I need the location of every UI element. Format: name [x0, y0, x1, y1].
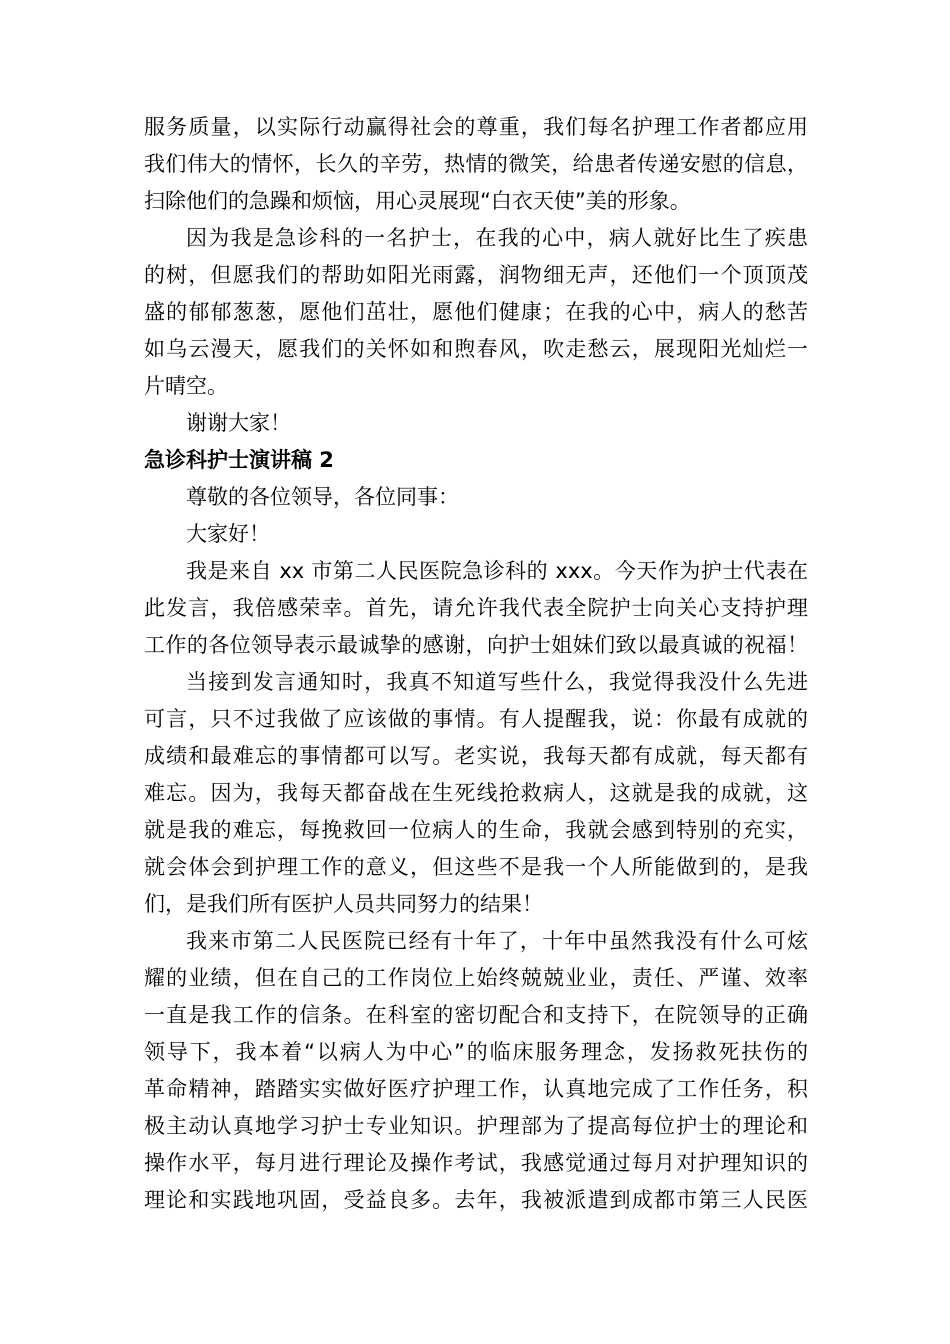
text-line: 大家好！ [186, 522, 270, 546]
text-line: 谢谢大家！ [186, 411, 291, 435]
paragraph [144, 553, 808, 664]
text-line: 一直是我工作的信条。在科室的密切配合和支持下，在院领导的正确 [144, 1003, 808, 1027]
text-line: 操作水平，每月进行理论及操作考试，我感觉通过每月对护理知识的 [144, 1151, 808, 1175]
text-line: 极主动认真地学习护士专业知识。护理部为了提高每位护士的理论和 [144, 1114, 808, 1138]
text-line: 就会体会到护理工作的意义，但这些不是我一个人所能做到的，是我 [144, 855, 808, 879]
text-line: 理论和实践地巩固，受益良多。去年，我被派遣到成都市第三人民医 [144, 1188, 808, 1212]
paragraph [144, 479, 808, 516]
text-line: 如乌云漫天，愿我们的关怀如和煦春风，吹走愁云，展现阳光灿烂一 [144, 337, 808, 361]
text-line: 难忘。因为，我每天都奋战在生死线抢救病人，这就是我的成就，这 [144, 781, 808, 805]
text-line: 成绩和最难忘的事情都可以写。老实说，我每天都有成就，每天都有 [144, 744, 808, 768]
text-line: 服务质量，以实际行动赢得社会的尊重，我们每名护理工作者都应用 [144, 115, 808, 139]
text-line: 我是来自 xx 市第二人民医院急诊科的 xxx。今天作为护士代表在 [186, 559, 808, 583]
text-line: 的树，但愿我们的帮助如阳光雨露，润物细无声，还他们一个顶顶茂 [144, 263, 808, 287]
paragraph [144, 220, 808, 405]
text-line: 就是我的难忘，每挽救回一位病人的生命，我就会感到特别的充实， [144, 818, 808, 842]
text-line: 可言，只不过我做了应该做的事情。有人提醒我，说：你最有成就的 [144, 707, 808, 731]
paragraph [144, 923, 808, 1219]
text-line: 我们伟大的情怀，长久的辛劳，热情的微笑，给患者传递安慰的信息， [144, 152, 808, 176]
text-line: 耀的业绩，但在自己的工作岗位上始终兢兢业业，责任、严谨、效率 [144, 966, 808, 990]
text-line: 因为我是急诊科的一名护士，在我的心中，病人就好比生了疾患 [186, 226, 808, 250]
text-line: 此发言，我倍感荣幸。首先，请允许我代表全院护士向关心支持护理 [144, 596, 808, 620]
paragraph [144, 109, 808, 220]
text-line: 当接到发言通知时，我真不知道写些什么，我觉得我没什么先进 [186, 670, 808, 694]
text-line: 们，是我们所有医护人员共同努力的结果！ [144, 892, 543, 916]
text-line: 片晴空。 [144, 374, 228, 398]
text-line: 领导下，我本着“以病人为中心”的临床服务理念，发扬救死扶伤的 [144, 1040, 808, 1064]
text-line: 革命精神，踏踏实实做好医疗护理工作，认真地完成了工作任务，积 [144, 1077, 808, 1101]
document-page [144, 109, 808, 1219]
paragraph [144, 664, 808, 923]
section-heading: 急诊科护士演讲稿 2 [144, 448, 334, 472]
text-line: 工作的各位领导表示最诚挚的感谢，向护士姐妹们致以最真诚的祝福！ [144, 633, 808, 657]
text-line: 尊敬的各位领导，各位同事： [186, 485, 459, 509]
paragraph [144, 516, 808, 553]
paragraph [144, 405, 808, 442]
text-line: 扫除他们的急躁和烦恼，用心灵展现“白衣天使”美的形象。 [144, 189, 691, 213]
text-line: 盛的郁郁葱葱，愿他们茁壮，愿他们健康；在我的心中，病人的愁苦 [144, 300, 808, 324]
text-line: 我来市第二人民医院已经有十年了，十年中虽然我没有什么可炫 [186, 929, 808, 953]
